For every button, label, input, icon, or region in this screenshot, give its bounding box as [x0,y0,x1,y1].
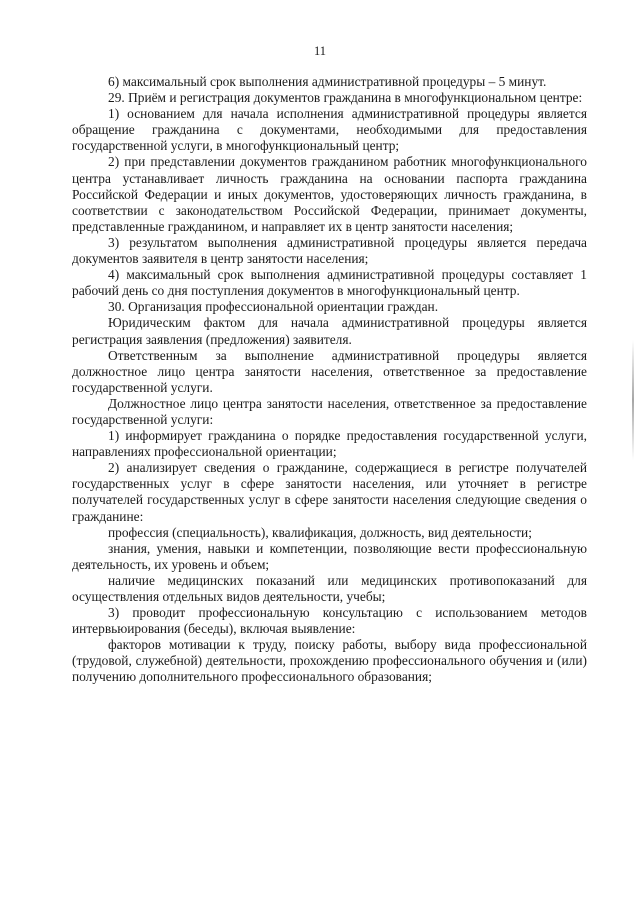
paragraph-legal-fact: Юридическим фактом для начала административной процедуры является регистрация заявления (предложения) заявителя. [72,315,587,347]
paragraph-item-6-duration: 6) максимальный срок выполнения административной процедуры – 5 минут. [108,74,547,89]
paragraph-section-29-heading: 29. Приём и регистрация документов гражданина в многофункциональном центре: [108,90,583,106]
paragraph-29-item-1: 1) основанием для начала исполнения административной процедуры является обращение гражданина с документами, необходимыми для предоставления государственной услуги, в многофункциональный центр; [72,106,587,154]
page-number: 11 [313,44,327,58]
document-body [72,74,587,686]
paragraph-29-item-3: 3) результатом выполнения административной процедуры является передача документов заявителя в центр занятости населения; [72,234,587,267]
paragraph-profession: профессия (специальность), квалификация, должность, вид деятельности; [108,524,532,540]
paragraph-skills: знания, умения, навыки и компетенции, позволяющие вести профессиональную деятельность, их уровень и объем; [72,540,587,572]
paragraph-30-item-2: 2) анализирует сведения о гражданине, содержащиеся в регистре получателей государственных услуг в сфере занятости населения, или уточняет в регистре получателей государственных услуг в сфере занятости населения следующие сведения о гражданине: [72,460,587,524]
paragraph-29-item-4: 4) максимальный срок выполнения административной процедуры составляет 1 рабочий день со дня поступления документов в многофункциональный центр. [72,267,587,299]
paragraph-30-item-1: 1) информирует гражданина о порядке предоставления государственной услуги, направлениях профессиональной ориентации; [72,428,587,460]
paragraph-30-item-3: 3) проводит профессиональную консультацию с использованием методов интервьюирования (беседы), включая выявление: [72,605,587,637]
paragraph-official-intro: Должностное лицо центра занятости населения, ответственное за предоставление государственной услуги: [72,395,587,427]
paragraph-29-item-2: 2) при представлении документов гражданином работник многофункционального центра устанавливает личность гражданина на основании паспорта гражданина Российской Федерации и иных документов, удостоверяющих личность гражданина, в соответствии с законодательством Российской Федерации, принимает документы, представленные гражданином, и направляет их в центр занятости населения; [72,154,587,234]
paragraph-section-30-heading: 30. Организация профессиональной ориентации граждан. [108,299,439,315]
paragraph-responsible: Ответственным за выполнение административной процедуры является должностное лицо центра занятости населения, ответственное за предоставление государственной услуги. [72,347,587,395]
paragraph-medical: наличие медицинских показаний или медицинских противопоказаний для осуществления отдельных видов деятельности, учебы; [72,572,587,604]
paragraph-motivation-factors: факторов мотивации к труду, поиску работы, выбору вида профессиональной (трудовой, служебной) деятельности, прохождению профессионального обучения и (или) получению дополнительного профессионального образования; [72,637,587,685]
scan-edge-mark [632,340,634,460]
